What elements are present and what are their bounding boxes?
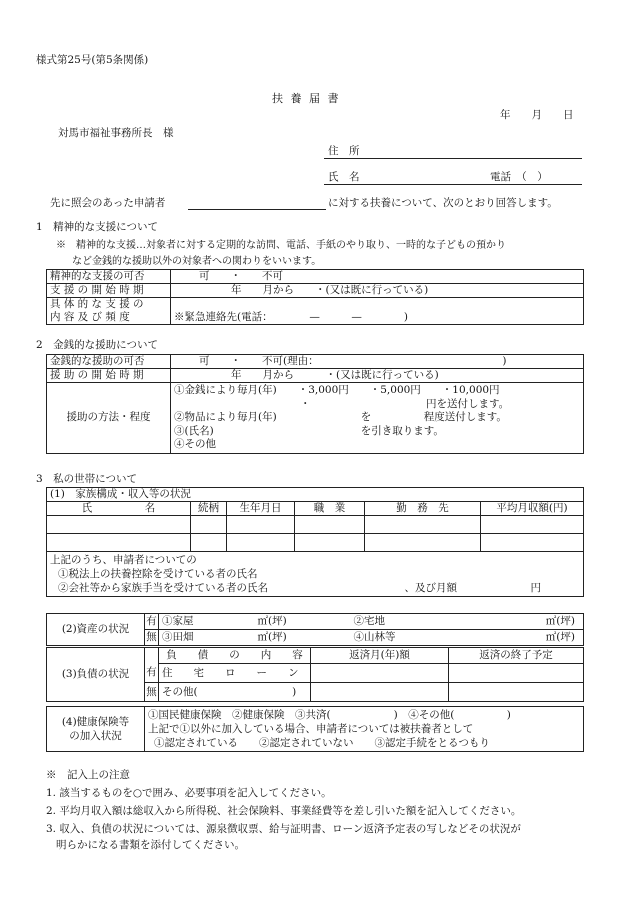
support-start-label: 支 援 の 開 始 時 期 (47, 284, 171, 298)
note-3-cont: 明らかになる書類を添付してください。 (56, 839, 245, 851)
col-relation: 続柄 (191, 502, 227, 516)
insurance-type[interactable]: ①国民健康保険 ②健康保険 ③共済( ) ④その他( ) (148, 709, 511, 721)
form-number: 様式第25号(第5条関係) (36, 54, 149, 66)
debt-other-monthly[interactable] (311, 683, 449, 702)
support-start-value[interactable]: 年 月から ・(又は既に行っている) (171, 284, 584, 298)
asset-field[interactable]: ③田畑 (159, 630, 255, 646)
debt-other-end[interactable] (449, 683, 584, 702)
debt-col-end: 返済の終了予定 (449, 648, 584, 664)
address-line[interactable] (324, 158, 582, 159)
asset-field-area[interactable]: ㎡(坪) (255, 630, 351, 646)
col-income: 平均月収額(円) (481, 502, 584, 516)
tax-deduction-line[interactable]: ①税法上の扶養控除を受けている者の氏名 (58, 568, 258, 580)
support-possible-label: 精神的な支援の可否 (47, 270, 171, 284)
debt-table (46, 647, 584, 702)
financial-start-label: 援 助 の 開 始 時 期 (47, 369, 171, 383)
col-birthdate: 生年月日 (227, 502, 295, 516)
section1-note-cont: など金銭的な援助以外の対象者への関わりをいいます。 (72, 256, 322, 267)
note-1: 1. 該当するものを○で囲み、必要事項を記入してください。 (46, 787, 332, 799)
financial-possible-label: 金銭的な援助の可否 (47, 355, 171, 369)
applicant-info (47, 552, 584, 597)
debt-col-content: 負 債 の 内 容 (159, 648, 311, 664)
asset-no[interactable]: 無 (145, 630, 159, 646)
asset-forest[interactable]: ④山林等 (351, 630, 447, 646)
insurance-note: 上記で①以外に加入している場合、申請者については被扶養者として (148, 723, 474, 735)
debt-col-monthly: 返済月(年)額 (311, 648, 449, 664)
method-goods[interactable]: ②物品により毎月(年) を 程度送付します。 (174, 411, 507, 423)
support-freq-label: 内 容 及 び 頻 度 (47, 311, 171, 325)
debt-housing-end[interactable] (449, 664, 584, 683)
debt-other[interactable]: その他( ) (159, 683, 311, 702)
asset-label: (2)資産の状況 (47, 614, 145, 646)
support-content-label: 具 体 的 な 支 援 の (47, 298, 171, 312)
asset-yes[interactable]: 有 (145, 614, 159, 630)
asset-land-area[interactable]: ㎡(坪) (447, 614, 584, 630)
household-subheading: (1) 家族構成・収入等の状況 (47, 488, 584, 502)
section2-heading: 2 金銭的な援助について (36, 339, 158, 351)
col-occupation: 職 業 (295, 502, 365, 516)
table-row[interactable] (47, 516, 584, 534)
table-row[interactable] (47, 534, 584, 552)
recipient: 対馬市福祉事務所長 様 (58, 127, 174, 139)
method-options[interactable] (171, 383, 584, 454)
asset-forest-area[interactable]: ㎡(坪) (447, 630, 584, 646)
page-title: 扶 養 届 書 (272, 92, 341, 105)
insurance-options[interactable] (145, 707, 584, 752)
asset-house[interactable]: ①家屋 (159, 614, 255, 630)
support-content-value[interactable]: ※緊急連絡先(電話： — — ) (171, 298, 584, 325)
asset-house-area[interactable]: ㎡(坪) (255, 614, 351, 630)
family-allowance-line[interactable]: ②会社等から家族手当を受けている者の氏名 、及び月額 円 (58, 582, 541, 594)
debt-housing-loan[interactable]: 住 宅 ロ ー ン (159, 664, 311, 683)
method-label: 援助の方法・程度 (47, 383, 171, 454)
financial-start-value[interactable]: 年 月から ・(又は既に行っている) (171, 369, 584, 383)
debt-label: (3)負債の状況 (47, 648, 145, 702)
household-table (46, 487, 584, 597)
note-3: 3. 収入、負債の状況については、源泉徴収票、給与証明書、ローン返済予定表の写しなどその状況が (46, 823, 521, 835)
insurance-label-1: (4)健康保険等 (61, 716, 130, 728)
section1-note: ※ 精神的な支援…対象者に対する定期的な訪問、電話、手紙のやり取り、一時的な子どもの預かり (56, 240, 506, 251)
note-2: 2. 平均月収入額は総収入から所得税、社会保険料、事業経費等を差し引いた額を記入してください。 (46, 805, 522, 817)
insurance-dependent-status[interactable]: ①認定されている ②認定されていない ③認定手続をとるつもり (154, 737, 490, 749)
debt-housing-monthly[interactable] (311, 664, 449, 683)
section1-heading: 1 精神的な支援について (36, 221, 158, 233)
debt-yes[interactable]: 有 (145, 664, 159, 683)
date-line: 年 月 日 (500, 109, 574, 121)
applicant-name-line[interactable] (188, 209, 326, 210)
method-money-amount[interactable]: ・ 円を送付します。 (174, 397, 510, 410)
col-workplace: 勤 務 先 (365, 502, 481, 516)
intro-prefix: 先に照会のあった申請者 (50, 197, 166, 209)
support-table (46, 269, 584, 325)
method-takein[interactable]: ③(氏名) を引き取ります。 (174, 424, 444, 437)
name-label: 氏 名 (328, 171, 360, 183)
address-label: 住 所 (328, 145, 360, 157)
insurance-label (47, 707, 145, 752)
method-money[interactable]: ①金銭により毎月(年) ・3,000円 ・5,000円 ・10,000円 (174, 384, 500, 396)
section3-heading: 3 私の世帯について (36, 473, 137, 485)
financial-possible-value[interactable]: 可 ・ 不可(理由： ) (171, 355, 584, 369)
assets-table (46, 613, 584, 646)
intro-suffix: に対する扶養について、次のとおり回答します。 (328, 197, 558, 209)
col-name: 氏 名 (47, 502, 191, 516)
asset-land[interactable]: ②宅地 (351, 614, 447, 630)
notes-heading: ※ 記入上の注意 (46, 769, 130, 781)
applicant-info-lead: 上記のうち、申請者についての (50, 554, 197, 566)
insurance-table (46, 706, 584, 752)
insurance-label-2: の加入状況 (69, 730, 122, 742)
debt-no[interactable]: 無 (145, 683, 159, 702)
method-other[interactable]: ④その他 (174, 438, 216, 450)
financial-table (46, 354, 584, 454)
support-possible-value[interactable]: 可 ・ 不可 (171, 270, 584, 284)
phone-label: 電話 （ ） (490, 171, 548, 183)
name-line[interactable] (324, 184, 582, 185)
